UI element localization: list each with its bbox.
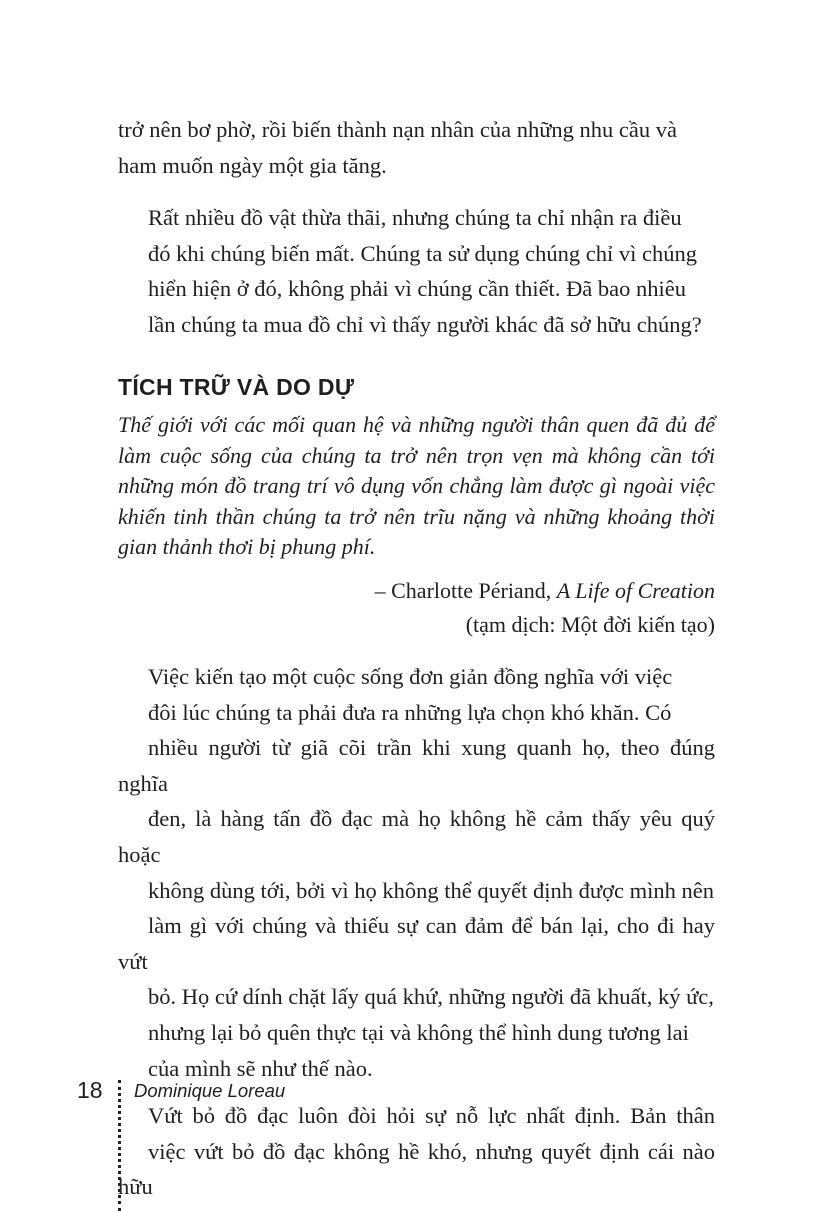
text-line: bỏ. Họ cứ dính chặt lấy quá khứ, những người đã khuất, ký ức,: [148, 984, 714, 1010]
paragraph-2: [118, 200, 715, 342]
text-line: nhưng lại bỏ quên thực tại và không thể hình dung tương lai: [148, 1019, 689, 1045]
attribution-translation: (tạm dịch: Một đời kiến tạo): [465, 612, 715, 637]
text-line: lần chúng ta mua đồ chỉ vì thấy người khác đã sở hữu chúng?: [148, 311, 702, 337]
quote-attribution: [375, 574, 715, 608]
text-line: nhiều người từ giã cõi trần khi xung quanh họ, theo đúng nghĩa: [118, 735, 715, 796]
text-line: Vứt bỏ đồ đạc luôn đòi hỏi sự nỗ lực nhất định. Bản thân: [148, 1103, 715, 1129]
epigraph-quote: [118, 410, 715, 563]
text-line: không dùng tới, bởi vì họ không thể quyết định được mình nên: [148, 877, 714, 903]
text-line: làm gì với chúng và thiếu sự can đảm để bán lại, cho đi hay vứt: [118, 913, 715, 974]
quote-line: làm cuộc sống của chúng ta trở nên trọn vẹn mà không cần tới: [118, 442, 715, 468]
attribution-work-title: A Life of Creation: [556, 578, 715, 603]
text-line: hiển hiện ở đó, không phải vì chúng cần thiết. Đã bao nhiêu: [148, 276, 687, 302]
text-line: đôi lúc chúng ta phải đưa ra những lựa chọn khó khăn. Có: [148, 699, 672, 725]
quote-line: khiến tinh thần chúng ta trở nên trĩu nặng và những khoảng thời: [118, 503, 715, 529]
paragraph-4: [118, 1098, 715, 1205]
text-line: của mình sẽ như thế nào.: [148, 1055, 373, 1081]
text-line: ham muốn ngày một gia tăng.: [118, 152, 387, 178]
page-number: 18: [77, 1077, 103, 1103]
text-line: việc vứt bỏ đồ đạc không hề khó, nhưng quyết định cái nào hữu: [118, 1138, 715, 1200]
section-heading: TÍCH TRỮ VÀ DO DỰ: [118, 374, 355, 400]
paragraph-3: [118, 659, 715, 1086]
paragraph-1: [118, 112, 715, 183]
body-text-bottom: [118, 659, 715, 1205]
body-text-top: [118, 112, 715, 343]
text-line: đen, là hàng tấn đồ đạc mà họ không hề cảm thấy yêu quý hoặc: [118, 806, 715, 867]
footer-dotted-rule: [118, 1080, 121, 1211]
quote-line: Thế giới với các mối quan hệ và những người thân quen đã đủ để: [118, 412, 715, 437]
running-footer-author: Dominique Loreau: [134, 1080, 286, 1101]
text-line: Rất nhiều đồ vật thừa thãi, nhưng chúng ta chỉ nhận ra điều: [148, 205, 682, 231]
quote-line: gian thảnh thơi bị phung phí.: [118, 534, 376, 559]
quote-line: những món đồ trang trí vô dụng vốn chẳng làm được gì ngoài việc: [118, 473, 715, 498]
attribution-author: – Charlotte Périand,: [374, 578, 557, 603]
text-line: trở nên bơ phờ, rồi biến thành nạn nhân của những nhu cầu và: [118, 117, 677, 142]
text-line: Việc kiến tạo một cuộc sống đơn giản đồng nghĩa với việc: [148, 664, 673, 689]
text-line: đó khi chúng biến mất. Chúng ta sử dụng chúng chỉ vì chúng: [148, 240, 697, 266]
